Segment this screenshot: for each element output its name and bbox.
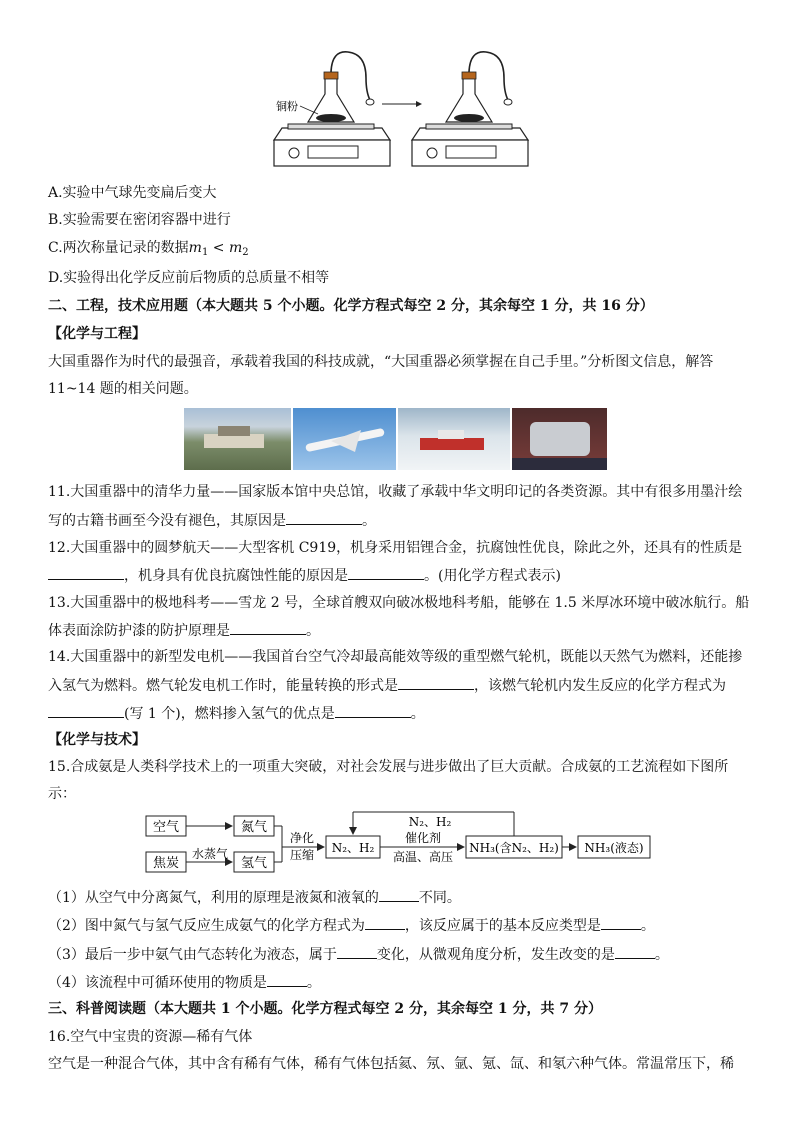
q11-answer-blank[interactable]: [286, 510, 362, 525]
q14-answer-blank-2[interactable]: [48, 703, 124, 718]
label-nitrogen: 氮气: [240, 820, 268, 835]
label-conditions: 高温、高压: [392, 850, 454, 864]
mass-m1: $m_1$: [188, 240, 209, 258]
q15-2-blank-1[interactable]: [365, 915, 405, 930]
label-compress: 压缩: [289, 848, 315, 862]
q14-answer-blank-1[interactable]: [398, 675, 474, 690]
label-hydrogen: 氢气: [240, 856, 268, 871]
q16-line-1: 空气是一种混合气体，其中含有稀有气体，稀有气体包括氦、氖、氩、氪、氙、和氡六种气体。常温常压下，稀: [48, 1056, 734, 1072]
q15-part-1: （1）从空气中分离氮气，利用的原理是液氮和液氧的 不同。: [48, 887, 461, 908]
label-product-mix: NH₃(含N₂、H₂): [469, 841, 559, 855]
label-catalyst: 催化剂: [404, 831, 442, 845]
q15-part-2: （2）图中氮气与氢气反应生成氨气的化学方程式为 ，该反应属于的基本反应类型是 。: [48, 915, 655, 936]
q14-line-2: 入氢气为燃料。燃气轮发电机工作时，能量转换的形式是 ，该燃气轮机内发生反应的化学方程式为: [48, 675, 726, 696]
q13-line-2: 体表面涂防护漆的防护原理是 。: [48, 620, 320, 641]
q14-line-1: 14.大国重器中的新型发电机——我国首台空气冷却最高能效等级的重型燃气轮机，既能以天然气为燃料，还能掺: [48, 649, 743, 665]
q12-answer-blank-2[interactable]: [348, 565, 424, 580]
q15-4-blank[interactable]: [267, 972, 307, 987]
label-recycle: N₂、H₂: [408, 815, 452, 829]
balance-experiment-figure: [270, 44, 540, 174]
label-reactor-feed: N₂、H₂: [331, 841, 375, 855]
mass-m2: $m_2$: [228, 240, 249, 258]
label-purify: 净化: [289, 831, 315, 845]
photo-c919-aircraft: [293, 408, 396, 470]
option-c-text: C.两次称量记录的数据: [48, 240, 189, 256]
option-a: A.实验中气球先变扁后变大: [48, 185, 217, 201]
option-d: D.实验得出化学反应前后物质的总质量不相等: [48, 270, 330, 286]
arrow-icon: [382, 101, 422, 107]
q15-3-blank-2[interactable]: [615, 944, 655, 959]
option-b: B.实验需要在密闭容器中进行: [48, 212, 231, 228]
q12-answer-blank-1[interactable]: [48, 565, 124, 580]
subheading-chem-technology: 【化学与技术】: [48, 732, 146, 748]
q11-line-1: 11.大国重器中的清华力量——国家版本馆中央总馆，收藏了承载中华文明印记的各类资源。其中有很多用墨汁绘: [48, 484, 743, 500]
q13-line-1: 13.大国重器中的极地科考——雪龙 2 号，全球首艘双向破冰极地科考船，能够在 1.5 米厚冰环境中破冰航行。船: [48, 595, 750, 611]
right-balance-icon: [412, 52, 528, 166]
q15-3-blank-1[interactable]: [337, 944, 377, 959]
q15-line-2: 示：: [48, 786, 76, 802]
copper-powder-label: 铜粉: [276, 100, 298, 113]
q12-line-2: ，机身具有优良抗腐蚀性能的原因是 。(用化学方程式表示): [48, 565, 561, 586]
intro-line-2: 11~14 题的相关问题。: [48, 381, 198, 397]
label-coke: 焦炭: [152, 856, 180, 871]
q15-part-4: （4）该流程中可循环使用的物质是 。: [48, 972, 321, 993]
q13-answer-blank[interactable]: [230, 620, 306, 635]
q14-answer-blank-3[interactable]: [335, 703, 411, 718]
label-air: 空气: [152, 820, 180, 835]
q15-line-1: 15.合成氨是人类科学技术上的一项重大突破，对社会发展与进步做出了巨大贡献。合成氨的工艺流程如下图所: [48, 759, 729, 775]
section-2-heading: 二、工程，技术应用题（本大题共 5 个小题。化学方程式每空 2 分，其余每空 1 分，共 16 分）: [48, 298, 654, 314]
q15-2-blank-2[interactable]: [601, 915, 641, 930]
q15-part-3: （3）最后一步中氨气由气态转化为液态，属于 变化，从微观角度分析，发生改变的是 。: [48, 944, 669, 965]
q11-line-2: 写的古籍书画至今没有褪色，其原因是 。: [48, 510, 376, 531]
q12-line-1: 12.大国重器中的圆梦航天——大型客机 C919，机身采用铝锂合金，抗腐蚀性优良，除此之外，还具有的性质是: [48, 540, 743, 556]
q15-1-blank[interactable]: [379, 887, 419, 902]
option-c: [48, 238, 249, 263]
ammonia-process-flow-diagram: [140, 808, 660, 880]
intro-line-1: 大国重器作为时代的最强音，承载着我国的科技成就，“大国重器必须掌握在自己手里。”分析图文信息，解答: [48, 354, 714, 370]
q16-title: 16.空气中宝贵的资源—稀有气体: [48, 1029, 253, 1045]
q14-line-3: (写 1 个)，燃料掺入氢气的优点是 。: [48, 703, 425, 724]
label-steam: 水蒸气: [191, 847, 229, 861]
subheading-chem-engineering: 【化学与工程】: [48, 326, 146, 342]
section-3-heading: 三、科普阅读题（本大题共 1 个小题。化学方程式每空 2 分，其余每空 1 分，共 7 分）: [48, 1001, 602, 1017]
photo-gas-turbine: [512, 408, 607, 470]
label-liquid-ammonia: NH₃(液态): [584, 841, 644, 855]
photo-xuelong-icebreaker: [398, 408, 510, 470]
photo-national-archives: [184, 408, 291, 470]
less-than-sign: <: [208, 240, 229, 256]
